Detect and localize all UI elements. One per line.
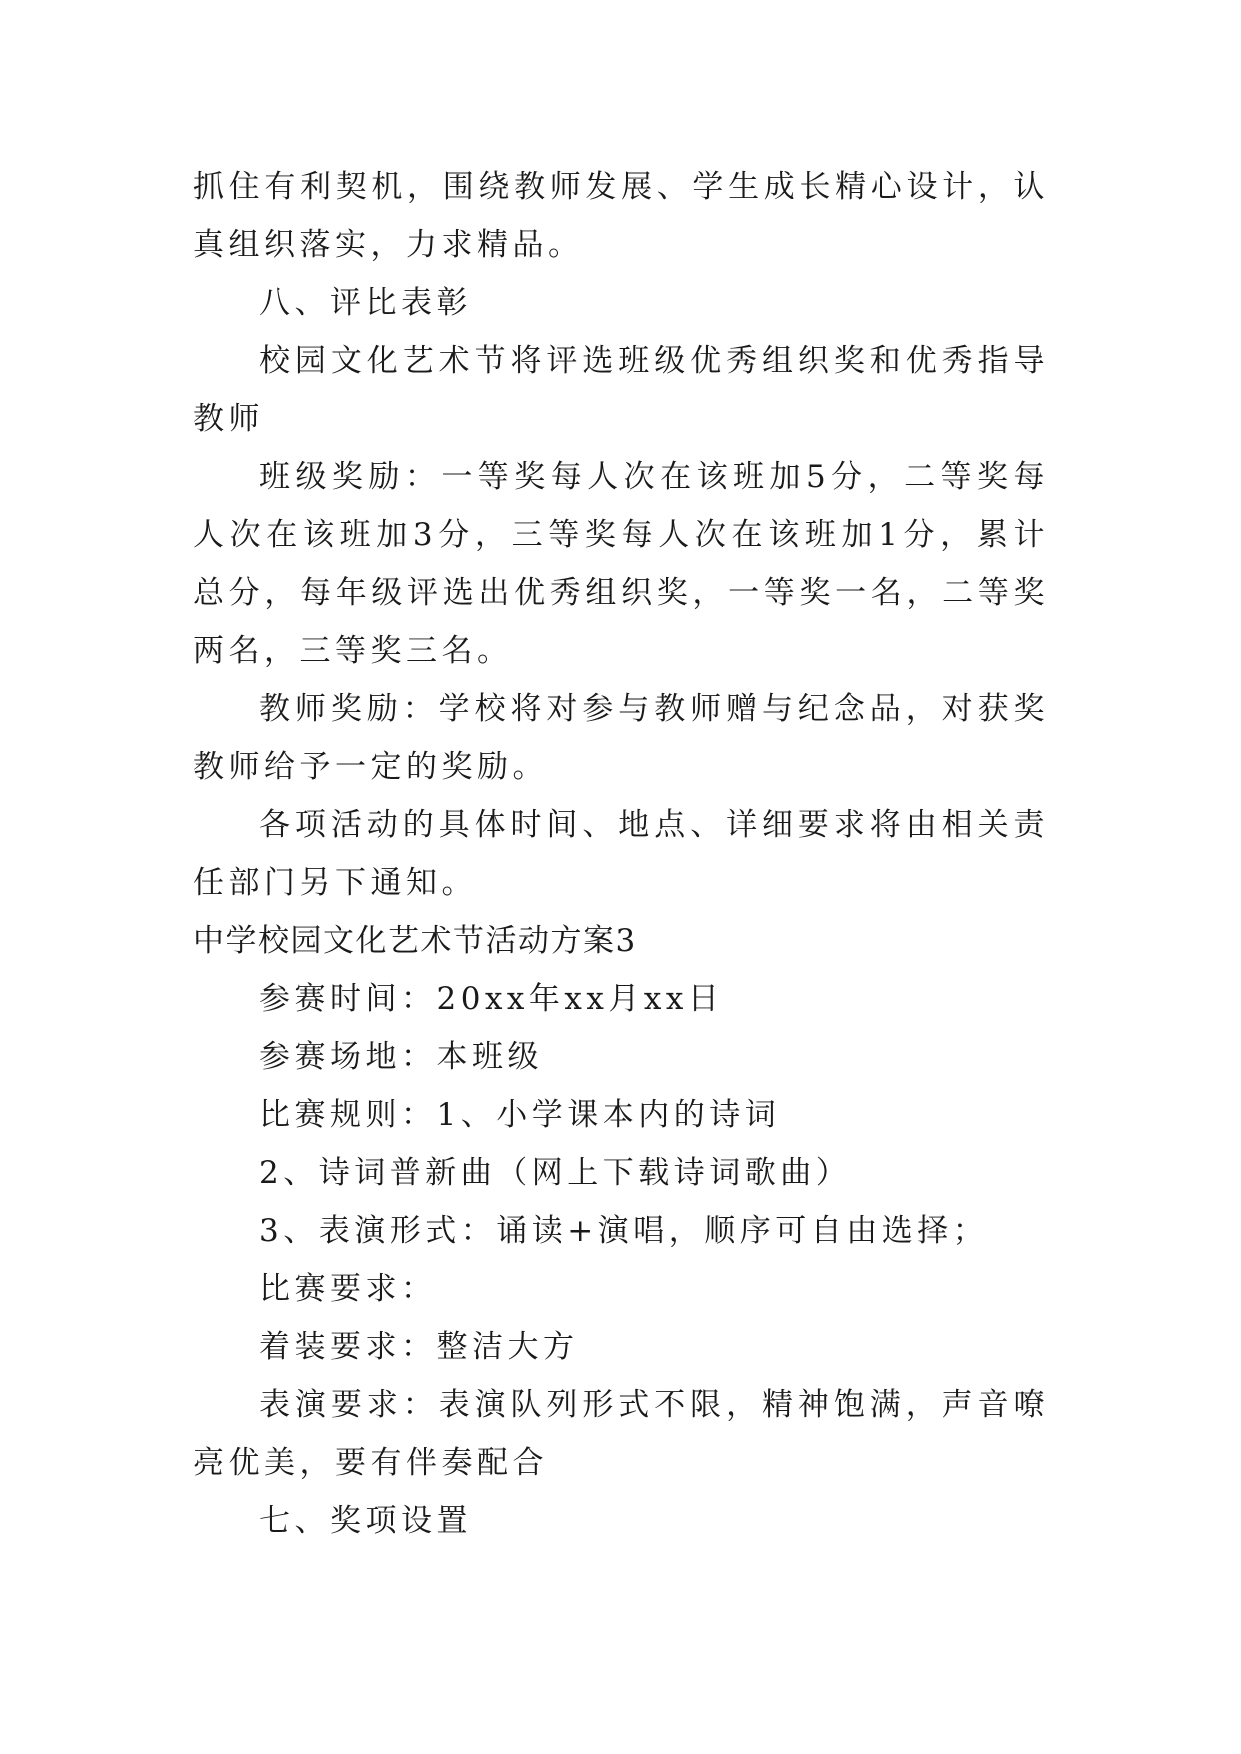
paragraph-contest-venue: 参赛场地：本班级 (259, 1039, 543, 1075)
document-subtitle: 中学校园文化艺术节活动方案3 (193, 923, 637, 959)
paragraph-intro-continuation: 抓住有利契机，围绕教师发展、学生成长精心设计，认真组织落实，力求精品。 (193, 169, 1049, 263)
paragraph-dress-code: 着装要求：整洁大方 (259, 1329, 579, 1365)
paragraph-class-rewards: 班级奖励：一等奖每人次在该班加5分，二等奖每人次在该班加3分，三等奖每人次在该班加1分，累计总分，每年级评选出优秀组织奖，一等奖一名，二等奖两名，三等奖三名。 (193, 459, 1049, 669)
paragraph-contest-rules: 比赛规则：1、小学课本内的诗词 (259, 1097, 781, 1133)
paragraph-rule-3: 3、表演形式：诵读+演唱，顺序可自由选择； (259, 1213, 989, 1249)
paragraph-requirements: 比赛要求： (259, 1271, 437, 1307)
section-heading-prizes: 七、奖项设置 (259, 1503, 472, 1539)
document-body (193, 158, 1049, 1550)
paragraph-award-selection: 校园文化艺术节将评选班级优秀组织奖和优秀指导教师 (193, 343, 1049, 437)
paragraph-contest-time: 参赛时间：20xx年xx月xx日 (259, 981, 724, 1017)
paragraph-rule-2: 2、诗词普新曲（网上下载诗词歌曲） (259, 1155, 852, 1191)
paragraph-teacher-rewards: 教师奖励：学校将对参与教师赠与纪念品，对获奖教师给予一定的奖励。 (193, 691, 1049, 785)
paragraph-notice: 各项活动的具体时间、地点、详细要求将由相关责任部门另下通知。 (193, 807, 1049, 901)
paragraph-performance-requirements: 表演要求：表演队列形式不限，精神饱满，声音嘹亮优美，要有伴奏配合 (193, 1387, 1049, 1481)
section-heading-awards: 八、评比表彰 (259, 285, 472, 321)
